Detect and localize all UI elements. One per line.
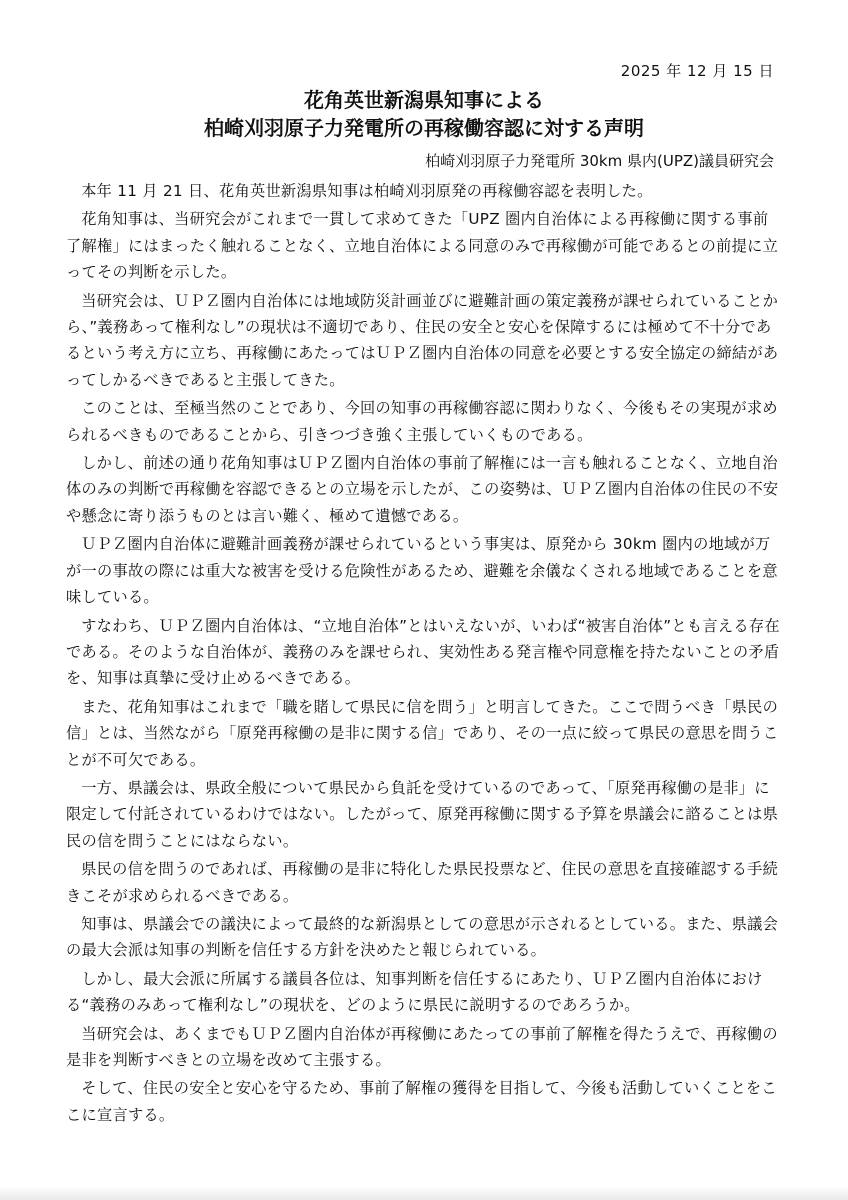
- paragraph: しかし、前述の通り花角知事はＵＰＺ圏内自治体の事前了解権には一言も触れることなく、立地自治体のみの判断で再稼働を容認できるとの立場を示したが、この姿勢は、ＵＰＺ圏内自治体の住民の不安や懸念に寄り添うものとは言い難く、極めて遺憾である。: [66, 454, 779, 525]
- paragraph: また、花角知事はこれまで「職を賭して県民に信を問う」と明言してきた。ここで問うべき「県民の信」とは、当然ながら「原発再稼働の是非に関する信」であり、その一点に絞って県民の意思を問うことが不可欠である。: [66, 697, 779, 769]
- paragraph: 一方、県議会は、県政全般について県民から負託を受けているのであって、「原発再稼働の是非」に限定して付託されているわけではない。したがって、原発再稼働に関する予算を県議会に諮ることは県民の信を問うことにはならない。: [66, 778, 779, 850]
- paragraph: ＵＰＺ圏内自治体に避難計画義務が課せられているという事実は、原発から 30km 圏内の地域が万が一の事故の際には重大な被害を受ける危険性があるため、避難を余儀なくされる地域であることを意味している。: [66, 535, 778, 607]
- paragraph: 知事は、県議会での議決によって最終的な新潟県としての意思が示されるとしている。また、県議会の最大会派は知事の判断を信任する方針を決めたと報じられている。: [66, 914, 779, 960]
- paragraph: 県民の信を問うのであれば、再稼働の是非に特化した県民投票など、住民の意思を直接確認する手続きこそが求められるべきである。: [66, 860, 779, 905]
- paragraph: 当研究会は、あくまでもＵＰＺ圏内自治体が再稼働にあたっての事前了解権を得たうえで、再稼働の是非を判断すべきとの立場を改めて主張する。: [66, 1024, 778, 1069]
- issuing-organization: 柏崎刈羽原子力発電所 30km 県内(UPZ)議員研究会: [425, 152, 774, 170]
- document-title: [0, 86, 848, 142]
- paragraph: そして、住民の安全と安心を守るため、事前了解権の獲得を目指して、今後も活動していくことをここに宣言する。: [66, 1079, 777, 1124]
- page-edge-shadow: [0, 1186, 848, 1200]
- paragraph: すなわち、ＵＰＺ圏内自治体は、“立地自治体”とはいえないが、いわば“被害自治体”とも言える存在である。そのような自治体が、義務のみを課せられ、実効性ある発言権や同意権を持たないことの矛盾を、知事は真摯に受け止めるべきである。: [66, 616, 780, 688]
- statement-date: 2025 年 12 月 15 日: [620, 62, 774, 80]
- paragraph: 当研究会は、ＵＰＺ圏内自治体には地域防災計画並びに避難計画の策定義務が課せられていることから、”義務あって権利なし”の現状は不適切であり、住民の安全と安心を保障するには極めて不十分であるという考え方に立ち、再稼働にあたってはＵＰＺ圏内自治体の同意を必要とする安全協定の締結があってしかるべきであると主張してきた。: [66, 291, 779, 389]
- paragraph: 花角知事は、当研究会がこれまで一貫して求めてきた「UPZ 圏内自治体による再稼働に関する事前了解権」にはまったく触れることなく、立地自治体による同意のみで再稼働が可能であるとの前提に立ってその判断を示した。: [66, 210, 779, 282]
- title-line-1: 花角英世新潟県知事による: [304, 88, 544, 112]
- paragraph: このことは、至極当然のことであり、今回の知事の再稼働容認に関わりなく、今後もその実現が求められるべきものであることから、引きつづき強く主張していくものである。: [66, 399, 778, 444]
- paragraph: 本年 11 月 21 日、花角英世新潟県知事は柏崎刈羽原発の再稼働容認を表明した。: [81, 182, 653, 200]
- title-line-2: 柏崎刈羽原子力発電所の再稼働容認に対する声明: [204, 116, 644, 140]
- statement-body: [66, 178, 782, 1130]
- paragraph: しかし、最大会派に所属する議員各位は、知事判断を信任するにあたり、ＵＰＺ圏内自治体における“義務のみあって権利なし”の現状を、どのように県民に説明するのであろうか。: [66, 969, 763, 1015]
